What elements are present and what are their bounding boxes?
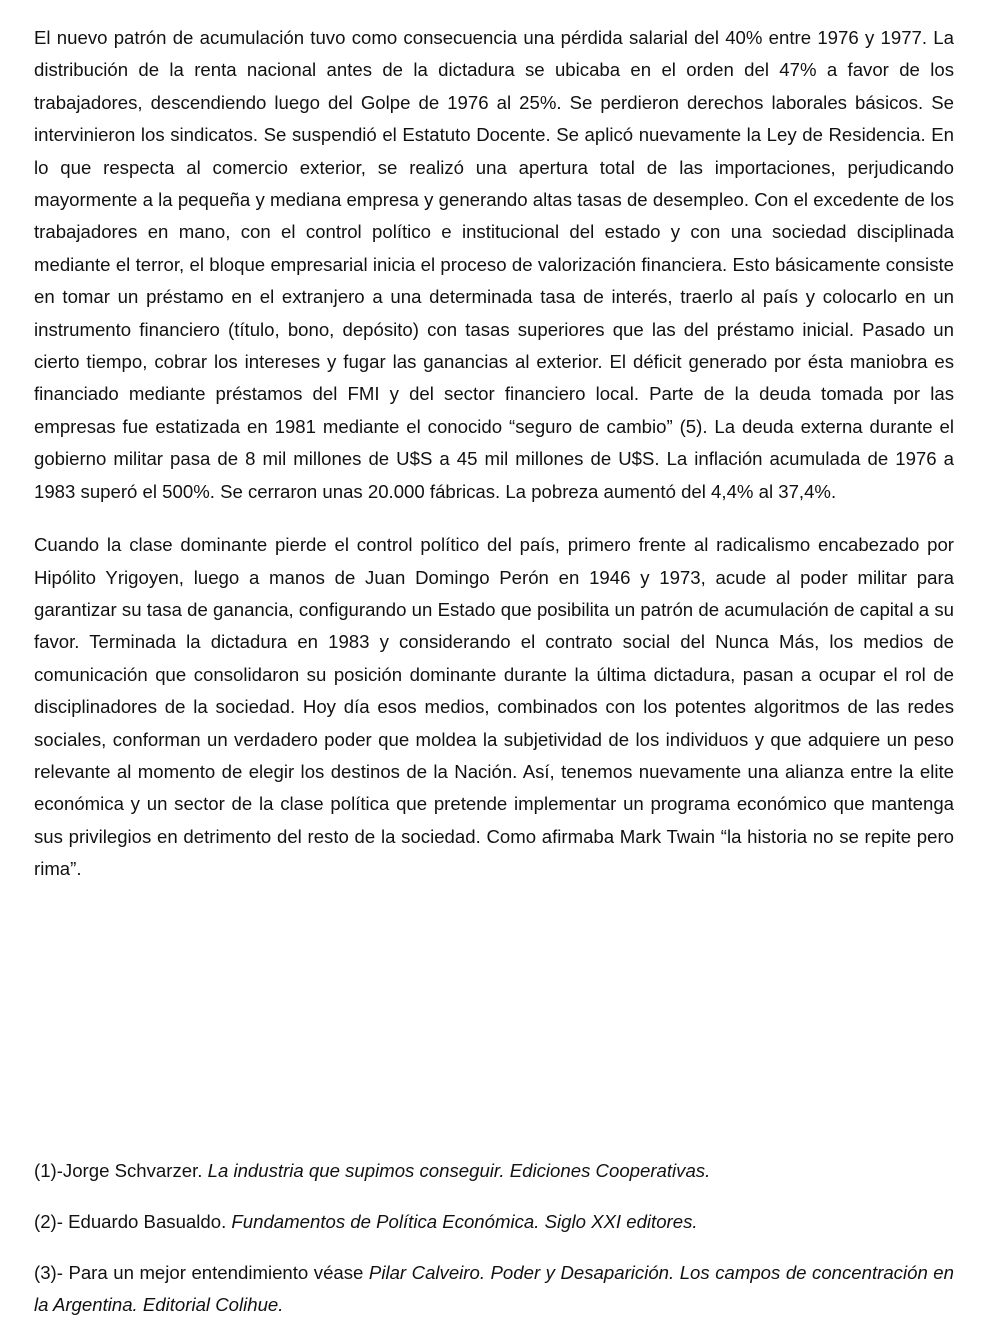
footnote-3-title: Pilar Calveiro. Poder y Desaparición. Los campos de concentración en la Argentina. Editorial Colihue.: [34, 1262, 954, 1315]
footnote-3: [34, 1257, 954, 1321]
body-paragraph-2: Cuando la clase dominante pierde el control político del país, primero frente al radicalismo encabezado por Hipólito Yrigoyen, luego a manos de Juan Domingo Perón en 1946 y 1973, acude al poder militar para garantizar su tasa de ganancia, configurando un Estado que posibilita un patrón de acumulación de capital a su favor. Terminada la dictadura en 1983 y considerando el contrato social del Nunca Más, los medios de comunicación que consolidaron su posición dominante durante la última dictadura, pasan a ocupar el rol de disciplinadores de la sociedad. Hoy día esos medios, combinados con los potentes algoritmos de las redes sociales, conforman un verdadero poder que moldea la subjetividad de los individuos y que adquiere un peso relevante al momento de elegir los destinos de la Nación. Así, tenemos nuevamente una alianza entre la elite económica y un sector de la clase política que pretende implementar un programa económico que mantenga sus privilegios en detrimento del resto de la sociedad. Como afirmaba Mark Twain “la historia no se repite pero rima”.: [34, 534, 954, 880]
footnote-3-author: (3)- Para un mejor entendimiento véase: [34, 1262, 369, 1283]
footnote-2-title: Fundamentos de Política Económica. Siglo XXI editores.: [231, 1211, 698, 1232]
footnote-1: [34, 1155, 954, 1187]
footnotes: [34, 1155, 954, 1340]
body-paragraph-1: El nuevo patrón de acumulación tuvo como consecuencia una pérdida salarial del 40% entre 1976 y 1977. La distribución de la renta nacional antes de la dictadura se ubicaba en el orden del 47% a favor de los trabajadores, descendiendo luego del Golpe de 1976 al 25%. Se perdieron derechos laborales básicos. Se intervinieron los sindicatos. Se suspendió el Estatuto Docente. Se aplicó nuevamente la Ley de Residencia. En lo que respecta al comercio exterior, se realizó una apertura total de las importaciones, perjudicando mayormente a la pequeña y mediana empresa y generando altas tasas de desempleo. Con el excedente de los trabajadores en mano, con el control político e institucional del estado y con una sociedad disciplinada mediante el terror, el bloque empresarial inicia el proceso de valorización financiera. Esto básicamente consiste en tomar un préstamo en el extranjero a una determinada tasa de interés, traerlo al país y colocarlo en un instrumento financiero (título, bono, depósito) con tasas superiores que las del préstamo inicial. Pasado un cierto tiempo, cobrar los intereses y fugar las ganancias al exterior. El déficit generado por ésta maniobra es financiado mediante préstamos del FMI y del sector financiero local. Parte de la deuda tomada por las empresas fue estatizada en 1981 mediante el conocido “seguro de cambio” (5). La deuda externa durante el gobierno militar pasa de 8 mil millones de U$S a 45 mil millones de U$S. La inflación acumulada de 1976 a 1983 superó el 500%. Se cerraron unas 20.000 fábricas. La pobreza aumentó del 4,4% al 37,4%.: [34, 27, 954, 502]
footnote-2-author: (2)- Eduardo Basualdo.: [34, 1211, 232, 1232]
footnote-1-author: (1)-Jorge Schvarzer.: [34, 1160, 208, 1181]
footnote-1-title: La industria que supimos conseguir. Ediciones Cooperativas.: [207, 1160, 711, 1181]
footnote-2: [34, 1206, 954, 1238]
document-body: [34, 22, 954, 886]
